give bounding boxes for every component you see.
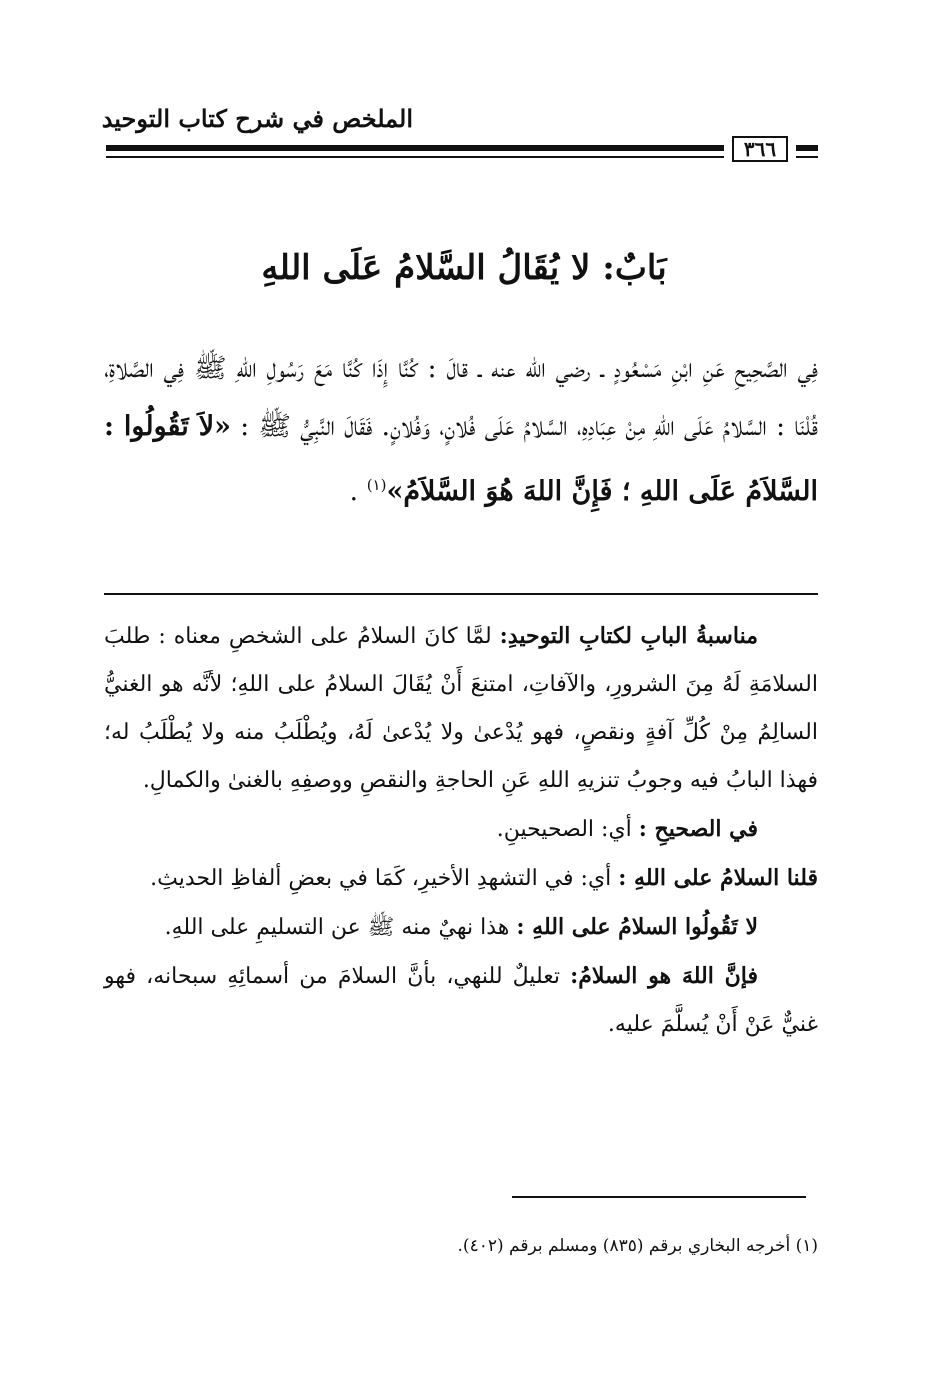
section-separator [104, 593, 818, 595]
commentary-label: لا تَقُولُوا السلامُ على اللهِ : [516, 914, 758, 940]
page-number: ٣٦٦ [732, 136, 788, 162]
commentary-label: فإنَّ اللهَ هو السلامُ: [570, 963, 758, 989]
commentary-text: أي: في التشهدِ الأخيرِ، كَمَا في بعضِ ألفاظِ الحديثِ. [150, 866, 619, 891]
commentary-paragraph [104, 952, 818, 1049]
hadith-quote: «لاَ تَقُولُوا : السَّلاَمُ عَلَى اللهِ ؛ فَإِنَّ اللهَ هُوَ السَّلاَمُ» [104, 411, 818, 507]
footnote: (١) أخرجه البخاري برقم (٨٣٥) ومسلم برقم (٤٠٢). [457, 1236, 818, 1256]
commentary-text: أي: الصحيحينِ. [496, 817, 639, 842]
header-rule-stub-thin [796, 156, 818, 158]
commentary-paragraph [104, 903, 818, 952]
commentary-text: تعليلٌ للنهي، بأنَّ السلامَ من أسمائِهِ سبحانه، فهو غنيٌّ عَنْ أَنْ يُسلَّمَ عليه. [104, 964, 818, 1037]
footnote-rule [512, 1196, 806, 1198]
commentary-label: قلنا السلامُ على اللهِ : [618, 865, 818, 891]
header-rule-stub [796, 145, 818, 151]
commentary-paragraph [104, 805, 818, 854]
hadith-text [104, 340, 818, 521]
footnote-reference: (١) [366, 476, 387, 494]
hadith-end: . [349, 476, 367, 507]
commentary-label: مناسبةُ البابِ لكتابِ التوحيدِ: [499, 623, 758, 649]
chapter-title: بَابٌ: لا يُقَالُ السَّلامُ عَلَى اللهِ [261, 248, 667, 288]
hadith-body: فِي الصَّحِيحِ عَنِ ابْنِ مَسْعُودٍ ـ رضي الله عنه ـ قالَ : كُنَّا إِذَا كُنَّا مَعَ رَسُولِ اللهِ ﷺ فِي الصَّلاةِ، قُلْنَا : السَّلامُ عَلَى اللهِ مِنْ عِبَادِهِ، السَّلامُ عَلَى فُلانٍ، وَفُلانٍ. فَقَالَ النَّبِيُّ ﷺ : [104, 353, 818, 442]
commentary-text: لمَّا كانَ السلامُ على الشخصِ معناه : طلبَ السلامَةِ لَهُ مِنَ الشرورِ، والآفاتِ، امتنعَ أَنْ يُقَالَ السلامُ على اللهِ؛ لأنَّه هو الغنيُّ السالِمُ مِنْ كُلِّ آفةٍ ونقصٍ، فهو يُدْعىٰ ولا يُدْعىٰ لَهُ، ويُطْلَبُ منه ولا يُطْلَبُ له؛ فهذا البابُ فيه وجوبُ تنزيهِ اللهِ عَنِ الحاجةِ والنقصِ ووصفِهِ بالغنىٰ والكمالِ. [104, 624, 818, 793]
commentary-text: هذا نهيٌ منه ﷺ عن التسليمِ على اللهِ. [164, 915, 517, 940]
running-header-title: الملخص في شرح كتاب التوحيد [101, 104, 413, 133]
header-rule [106, 145, 724, 151]
commentary-paragraph [104, 854, 818, 903]
commentary [104, 612, 818, 1049]
commentary-paragraph [104, 612, 818, 805]
commentary-label: في الصحيحِ : [638, 816, 758, 842]
header-rule-thin [106, 156, 724, 158]
